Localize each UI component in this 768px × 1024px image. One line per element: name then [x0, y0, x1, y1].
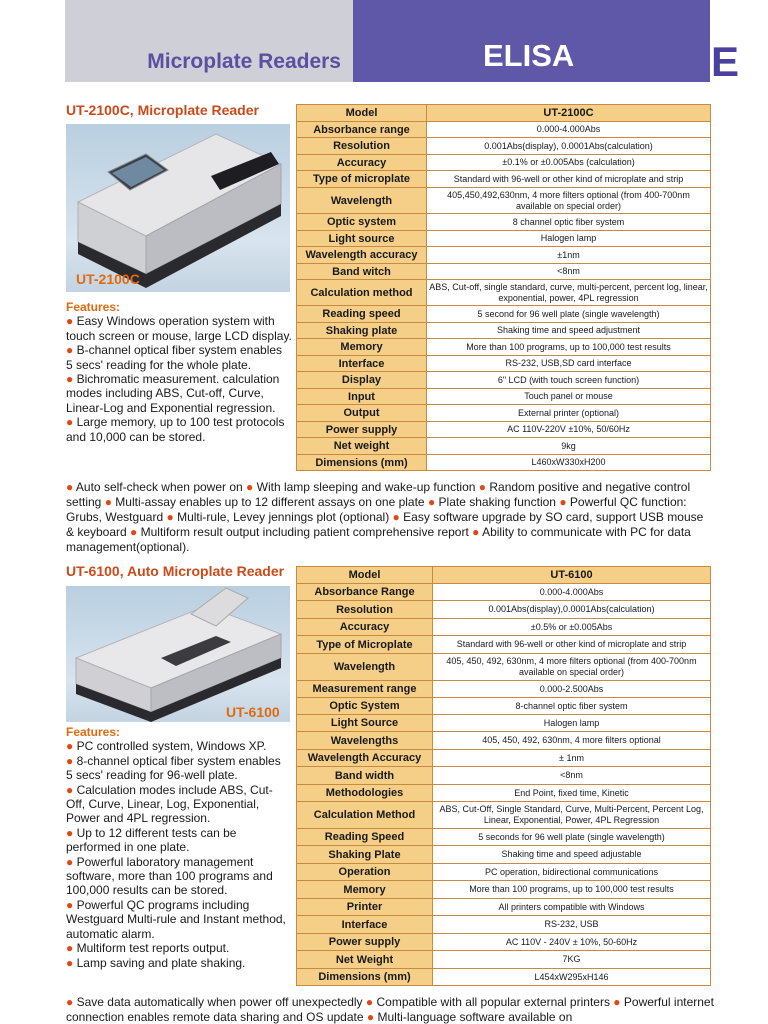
header-section-band — [65, 0, 353, 82]
spec-row — [297, 122, 711, 138]
spec-label: Shaking plate — [297, 323, 427, 339]
spec-label: Resolution — [297, 601, 433, 619]
spec-row — [297, 654, 711, 681]
spec-value: 405, 450, 492, 630nm, 4 more filters optional (from 400-700nm available on special order) — [433, 654, 711, 681]
spec-value: <8nm — [427, 264, 711, 280]
spec-row — [297, 934, 711, 951]
feature-item: ● Powerful laboratory management software, more than 100 programs and 100,000 results can be stored. — [66, 854, 273, 898]
spec-label: Absorbance Range — [297, 584, 433, 601]
spec-row — [297, 438, 711, 455]
spec-label: Memory — [297, 881, 433, 899]
spec-row — [297, 455, 711, 471]
product-title: UT-6100, Auto Microplate Reader — [66, 563, 285, 579]
spec-label: Band witch — [297, 264, 427, 280]
spec-label: Wavelengths — [297, 732, 433, 750]
spec-row — [297, 214, 711, 231]
spec-value: PC operation, bidirectional communications — [433, 864, 711, 881]
category-title: ELISA — [483, 38, 575, 73]
spec-value: 5 seconds for 96 well plate (single wavelength) — [433, 829, 711, 846]
spec-row — [297, 264, 711, 280]
spec-label: Net weight — [297, 438, 427, 455]
feature-item: ● Bichromatic measurement. calculation modes including ABS, Cut-off, Curve, Linear-Log and Exponential regression. — [66, 372, 280, 415]
spec-label: Operation — [297, 864, 433, 881]
spec-value: Halogen lamp — [427, 231, 711, 247]
spec-label: Reading Speed — [297, 829, 433, 846]
spec-value: 0.001Abs(display),0.0001Abs(calculation) — [433, 601, 711, 619]
spec-value: <8nm — [433, 767, 711, 785]
spec-label: Wavelength Accuracy — [297, 750, 433, 767]
spec-value: ABS, Cut-Off, Single Standard, Curve, Multi-Percent, Percent Log, Linear, Exponential, Power, 4PL Regression — [433, 802, 711, 829]
spec-value: 7KG — [433, 951, 711, 969]
spec-row — [297, 372, 711, 389]
spec-row — [297, 619, 711, 636]
spec-value: Touch panel or mouse — [427, 389, 711, 405]
spec-row — [297, 339, 711, 356]
spec-label: Interface — [297, 916, 433, 934]
spec-value: ± 1nm — [433, 750, 711, 767]
spec-label: Wavelength — [297, 188, 427, 214]
spec-value: 0.001Abs(display), 0.0001Abs(calculation) — [427, 138, 711, 155]
spec-row — [297, 846, 711, 864]
spec-value: UT-2100C — [427, 105, 711, 122]
spec-row — [297, 767, 711, 785]
spec-value: 8 channel optic fiber system — [427, 214, 711, 231]
spec-label: Dimensions (mm) — [297, 455, 427, 471]
feature-item: ● Powerful QC programs including Westguard Multi-rule and Instant method, automatic alarm. — [66, 897, 286, 941]
spec-value: ±0.5% or ±0.005Abs — [433, 619, 711, 636]
spec-header-row — [297, 105, 711, 122]
spec-value: L454xW295xH146 — [433, 969, 711, 986]
spec-label: Wavelength accuracy — [297, 247, 427, 264]
spec-row — [297, 698, 711, 715]
spec-label: Reading speed — [297, 306, 427, 323]
spec-label: Optic system — [297, 214, 427, 231]
spec-value: UT-6100 — [433, 567, 711, 584]
spec-label: Power supply — [297, 934, 433, 951]
spec-row — [297, 715, 711, 732]
spec-value: Shaking time and speed adjustment — [427, 323, 711, 339]
spec-row — [297, 171, 711, 188]
product-photo — [66, 124, 290, 292]
spec-label: Calculation method — [297, 280, 427, 306]
spec-value: More than 100 programs, up to 100,000 test results — [433, 881, 711, 899]
spec-value: ±0.1% or ±0.005Abs (calculation) — [427, 155, 711, 171]
spec-label: Interface — [297, 356, 427, 372]
spec-row — [297, 829, 711, 846]
spec-label: Methodologies — [297, 785, 433, 802]
spec-value: Standard with 96-well or other kind of microplate and strip — [433, 636, 711, 654]
features-heading: Features: — [66, 725, 121, 739]
spec-value: 0.000-2.500Abs — [433, 681, 711, 698]
section-title: Microplate Readers — [147, 50, 341, 73]
spec-label: Input — [297, 389, 427, 405]
spec-value: 9kg — [427, 438, 711, 455]
spec-value: 0.000-4.000Abs — [427, 122, 711, 138]
spec-value: All printers compatible with Windows — [433, 899, 711, 916]
spec-row — [297, 864, 711, 881]
header-category-band — [353, 0, 710, 82]
feature-item: ● Multiform test reports output. — [66, 941, 230, 956]
features-paragraph: ● Auto self-check when power on ● With lamp sleeping and wake-up function ● Random positive and negative control setting ● Multi-assay enables up to 12 different assays on one plate ● Plate shaking function ● Powerful QC function: Grubs, Westguard ● Multi-rule, Levey jennings plot (optional) ● Easy software upgrade by SO card, support USB mouse & keyboard ● Multiform result output including patient comprehensive report ● Ability to communicate with PC for data management(optional). — [66, 480, 704, 554]
spec-label: Accuracy — [297, 155, 427, 171]
spec-value: Halogen lamp — [433, 715, 711, 732]
spec-row — [297, 405, 711, 422]
spec-label: Measurement range — [297, 681, 433, 698]
feature-item: ● B-channel optical fiber system enables 5 secs' reading for the whole plate. — [66, 343, 283, 372]
spec-row — [297, 356, 711, 372]
spec-label: Model — [297, 567, 433, 584]
spec-value: Standard with 96-well or other kind of microplate and strip — [427, 171, 711, 188]
feature-item: ● Up to 12 different tests can be performed in one plate. — [66, 825, 237, 855]
features-list — [66, 300, 292, 444]
spec-label: Power supply — [297, 422, 427, 438]
microplate-reader-illustration — [66, 124, 290, 292]
features-paragraph: ● Save data automatically when power off unexpectedly ● Compatible with all popular external printers ● Powerful internet connection enables remote data sharing and OS update ● Multi-language software available on — [66, 995, 714, 1024]
spec-label: Net Weight — [297, 951, 433, 969]
spec-label: Dimensions (mm) — [297, 969, 433, 986]
photo-model-label: UT-2100C — [76, 271, 140, 287]
spec-label: Memory — [297, 339, 427, 356]
spec-value: External printer (optional) — [427, 405, 711, 422]
spec-row — [297, 323, 711, 339]
spec-row — [297, 785, 711, 802]
spec-row — [297, 750, 711, 767]
spec-value: L460xW330xH200 — [427, 455, 711, 471]
spec-value: AC 110V-220V ±10%, 50/60Hz — [427, 422, 711, 438]
feature-item: ● Large memory, up to 100 test protocols and 10,000 can be stored. — [66, 415, 285, 444]
spec-label: Calculation Method — [297, 802, 433, 829]
spec-label: Type of microplate — [297, 171, 427, 188]
spec-table — [296, 566, 711, 986]
spec-row — [297, 899, 711, 916]
spec-value: RS-232, USB,SD card interface — [427, 356, 711, 372]
spec-label: Absorbance range — [297, 122, 427, 138]
spec-row — [297, 138, 711, 155]
spec-value: Shaking time and speed adjustable — [433, 846, 711, 864]
spec-label: Display — [297, 372, 427, 389]
spec-value: End Point, fixed time, Kinetic — [433, 785, 711, 802]
spec-value: 0.000-4.000Abs — [433, 584, 711, 601]
spec-row — [297, 584, 711, 601]
spec-row — [297, 188, 711, 214]
spec-value: AC 110V - 240V ± 10%, 50-60Hz — [433, 934, 711, 951]
spec-label: Light Source — [297, 715, 433, 732]
feature-item: ● PC controlled system, Windows XP. — [66, 739, 267, 754]
spec-label: Shaking Plate — [297, 846, 433, 864]
product-photo — [66, 586, 290, 722]
spec-value: ABS, Cut-off, single standard, curve, multi-percent, percent log, linear, exponential, power, 4PL regression — [427, 280, 711, 306]
spec-row — [297, 969, 711, 986]
spec-value: 405, 450, 492, 630nm, 4 more filters optional — [433, 732, 711, 750]
features-heading: Features: — [66, 300, 121, 314]
spec-table — [296, 104, 711, 471]
spec-value: More than 100 programs, up to 100,000 test results — [427, 339, 711, 356]
feature-item: ● Calculation modes include ABS, Cut-Off, Curve, Linear, Log, Exponential, Power and 4PL regression. — [66, 782, 273, 826]
spec-row — [297, 681, 711, 698]
spec-value: 6" LCD (with touch screen function) — [427, 372, 711, 389]
spec-value: 8-channel optic fiber system — [433, 698, 711, 715]
microplate-reader-illustration — [66, 586, 290, 722]
spec-value: ±1nm — [427, 247, 711, 264]
spec-label: Optic System — [297, 698, 433, 715]
spec-row — [297, 247, 711, 264]
spec-header-row — [297, 567, 711, 584]
spec-row — [297, 306, 711, 323]
feature-item: ● Lamp saving and plate shaking. — [66, 955, 246, 970]
spec-label: Model — [297, 105, 427, 122]
spec-row — [297, 280, 711, 306]
spec-value: 5 second for 96 well plate (single wavelength) — [427, 306, 711, 323]
spec-row — [297, 732, 711, 750]
spec-row — [297, 916, 711, 934]
spec-row — [297, 422, 711, 438]
spec-value: 405,450,492,630nm, 4 more filters optional (from 400-700nm available on special order) — [427, 188, 711, 214]
spec-row — [297, 881, 711, 899]
spec-label: Type of Microplate — [297, 636, 433, 654]
spec-label: Output — [297, 405, 427, 422]
photo-model-label: UT-6100 — [226, 704, 280, 720]
spec-label: Printer — [297, 899, 433, 916]
spec-label: Band width — [297, 767, 433, 785]
spec-row — [297, 389, 711, 405]
feature-item: ● 8-channel optical fiber system enables 5 secs' reading for 96-well plate. — [66, 753, 281, 783]
spec-row — [297, 155, 711, 171]
product-title: UT-2100C, Microplate Reader — [66, 102, 259, 118]
spec-row — [297, 802, 711, 829]
spec-row — [297, 231, 711, 247]
spec-row — [297, 951, 711, 969]
feature-item: ● Easy Windows operation system with touch screen or mouse, large LCD display. — [66, 314, 292, 343]
spec-label: Resolution — [297, 138, 427, 155]
spec-row — [297, 601, 711, 619]
spec-label: Light source — [297, 231, 427, 247]
spec-label: Accuracy — [297, 619, 433, 636]
section-tab-letter: E — [711, 38, 740, 85]
spec-label: Wavelength — [297, 654, 433, 681]
spec-value: RS-232, USB — [433, 916, 711, 934]
features-list — [66, 725, 288, 970]
spec-row — [297, 636, 711, 654]
